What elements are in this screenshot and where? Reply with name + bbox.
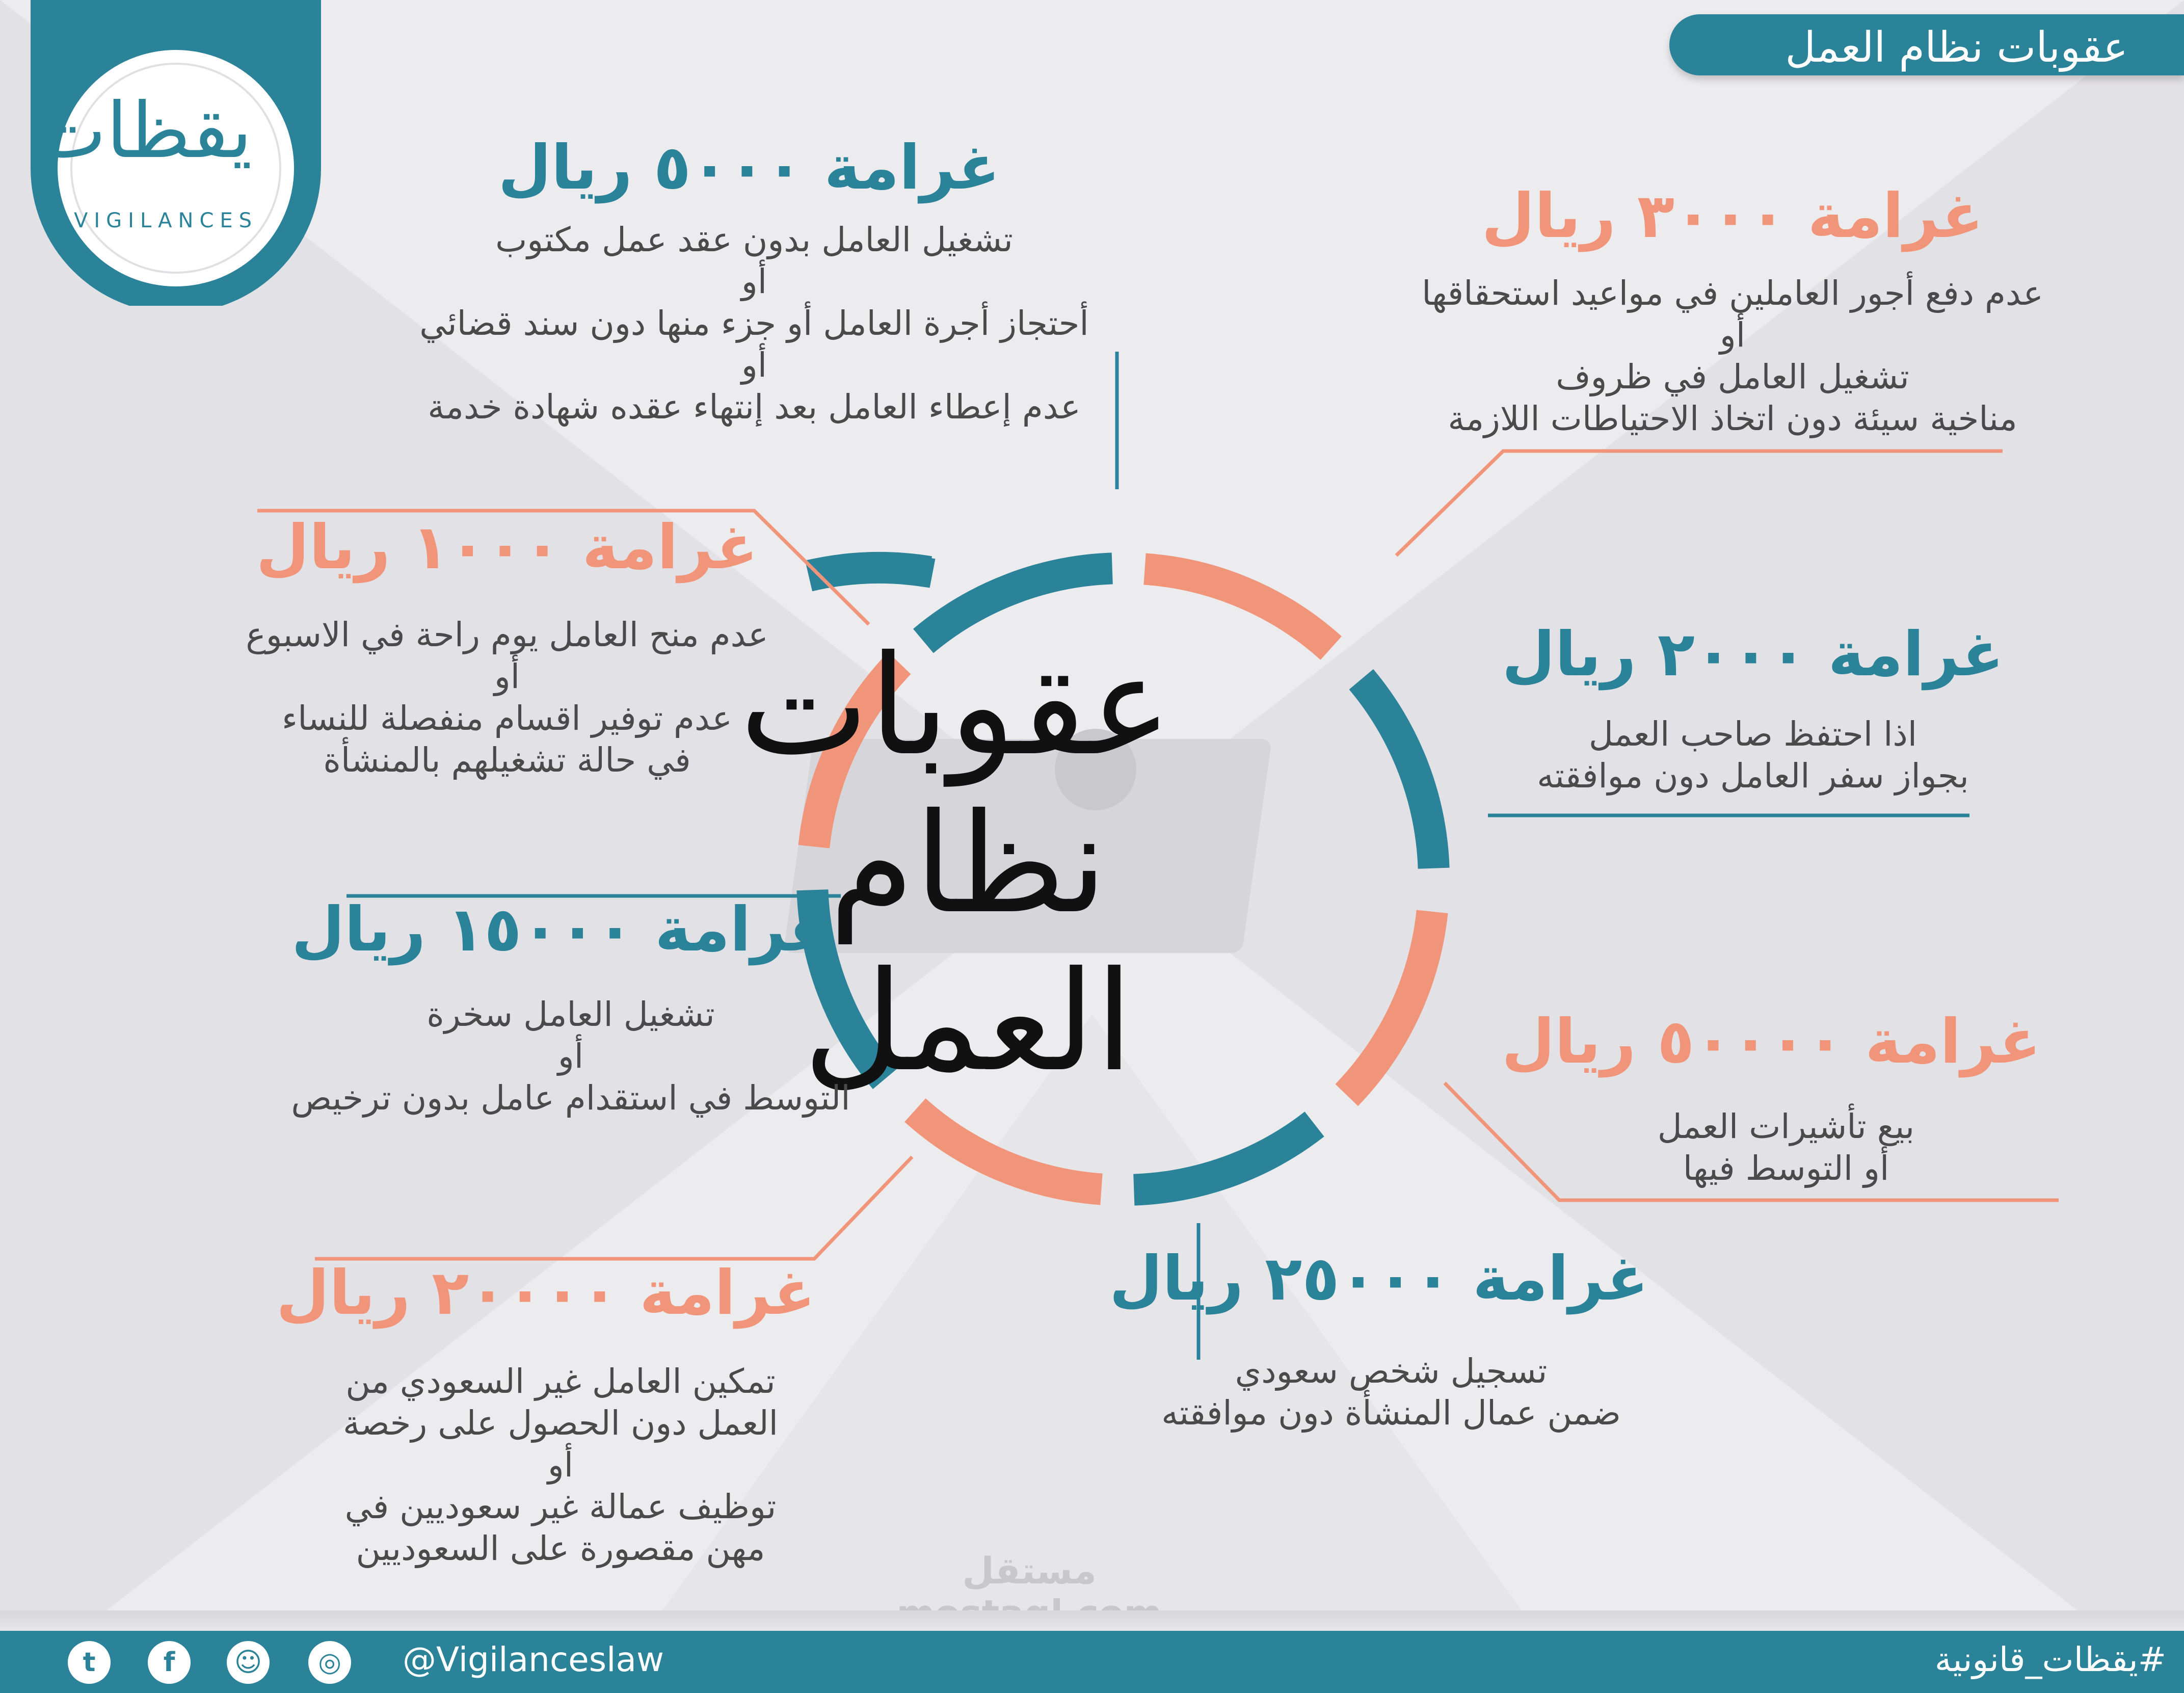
item-7-line: أو	[547, 1445, 574, 1485]
center-title-line-3: العمل	[803, 941, 1134, 1102]
item-6-fine: غرامة ٥٠٠٠٠ ريال	[1502, 1007, 2041, 1077]
item-1-description	[397, 219, 1111, 428]
item-5-description	[265, 994, 876, 1119]
item-1-line: عدم إعطاء العامل بعد إنتهاء عقده شهادة خدمة	[428, 387, 1081, 427]
item-7-line: توظيف عمالة غير سعوديين في	[344, 1487, 777, 1526]
item-8-fine: غرامة ٢٥٠٠٠ ريال	[1109, 1244, 1648, 1314]
item-3-line: عدم توفير اقسام منفصلة للنساء	[282, 699, 732, 738]
center-title-line-1: عقوبات	[739, 625, 1172, 786]
item-6-line: أو التوسط فيها	[1683, 1149, 1889, 1188]
item-5-line: التوسط في استقدام عامل بدون ترخيص	[291, 1078, 850, 1118]
item-4-description	[1498, 713, 2008, 797]
item-3-line: أو	[494, 657, 520, 696]
item-7-fine: غرامة ٢٠٠٠٠ ريال	[276, 1258, 815, 1329]
item-7-line: تمكين العامل غير السعودي من	[345, 1362, 776, 1401]
header-bar	[1669, 14, 2184, 75]
item-2-description	[1376, 273, 2089, 440]
instagram-icon[interactable]: ◎	[308, 1641, 351, 1684]
center-title-line-2: نظام	[829, 783, 1108, 944]
facebook-icon[interactable]: f	[148, 1641, 191, 1684]
snapchat-icon[interactable]: ☺	[227, 1641, 270, 1684]
item-8-description	[1085, 1351, 1697, 1434]
item-8-line: تسجيل شخص سعودي	[1235, 1352, 1548, 1391]
item-2-line: عدم دفع أجور العاملين في مواعيد استحقاقها	[1422, 274, 2043, 313]
item-6-line: بيع تأشيرات العمل	[1657, 1107, 1915, 1146]
ring-arc-3	[1361, 679, 1433, 868]
item-5-fine: غرامة ١٥٠٠٠ ريال	[291, 894, 831, 965]
item-2-line: مناخية سيئة دون اتخاذ الاحتياطات اللازمة	[1448, 399, 2017, 438]
header-title: عقوبات نظام العمل	[1785, 23, 2128, 72]
item-7-description	[255, 1361, 866, 1570]
social-handle[interactable]: @Vigilanceslaw	[403, 1640, 664, 1679]
twitter-icon[interactable]: t	[68, 1641, 111, 1684]
item-5-line: تشغيل العامل سخرة	[427, 995, 715, 1034]
item-4-line: بجواز سفر العامل دون موافقته	[1537, 756, 1969, 796]
connector-7	[315, 1157, 912, 1259]
item-5-line: أو	[557, 1037, 584, 1076]
footer-shadow	[0, 1610, 2184, 1631]
ring-arc-5	[1134, 1124, 1314, 1190]
item-2-line: تشغيل العامل في ظروف	[1556, 357, 1909, 396]
item-7-line: مهن مقصورة على السعوديين	[356, 1529, 765, 1568]
item-1-line: تشغيل العامل بدون عقد عمل مكتوب	[495, 220, 1013, 259]
item-2-fine: غرامة ٣٠٠٠ ريال	[1481, 181, 1984, 252]
ring-arc-4	[1347, 912, 1432, 1095]
ring-arc-6	[915, 1110, 1102, 1189]
item-3-line: في حالة تشغيلهم بالمنشأة	[323, 740, 691, 780]
logo-latin-text: VIGILANCES	[74, 209, 258, 232]
hashtag: #يقظات_قانونية	[1934, 1640, 2166, 1679]
item-1-line: أو	[741, 262, 767, 301]
item-1-line: أحتجاز أجرة العامل أو جزء منها دون سند قضائي	[419, 304, 1089, 343]
item-8-line: ضمن عمال المنشأة دون موافقته	[1161, 1393, 1621, 1433]
logo-arabic-text: يقظات	[34, 87, 252, 175]
item-7-line: العمل دون الحصول على رخصة	[343, 1404, 778, 1443]
item-3-fine: غرامة ١٠٠٠ ريال	[256, 512, 758, 583]
item-1-line: أو	[741, 346, 767, 385]
item-3-line: عدم منح العامل يوم راحة في الاسبوع	[246, 615, 768, 654]
connector-2	[1396, 451, 2003, 555]
item-4-fine: غرامة ٢٠٠٠ ريال	[1502, 619, 2004, 690]
ring-arc-2	[1145, 569, 1331, 648]
item-4-line: اذا احتفظ صاحب العمل	[1588, 715, 1917, 754]
item-2-line: أو	[1719, 315, 1746, 355]
item-3-description	[201, 614, 813, 781]
watermark-line-1: مستقل	[962, 1549, 1097, 1592]
item-6-description	[1557, 1106, 2015, 1189]
item-1-fine: غرامة ٥٠٠٠ ريال	[498, 133, 1000, 203]
